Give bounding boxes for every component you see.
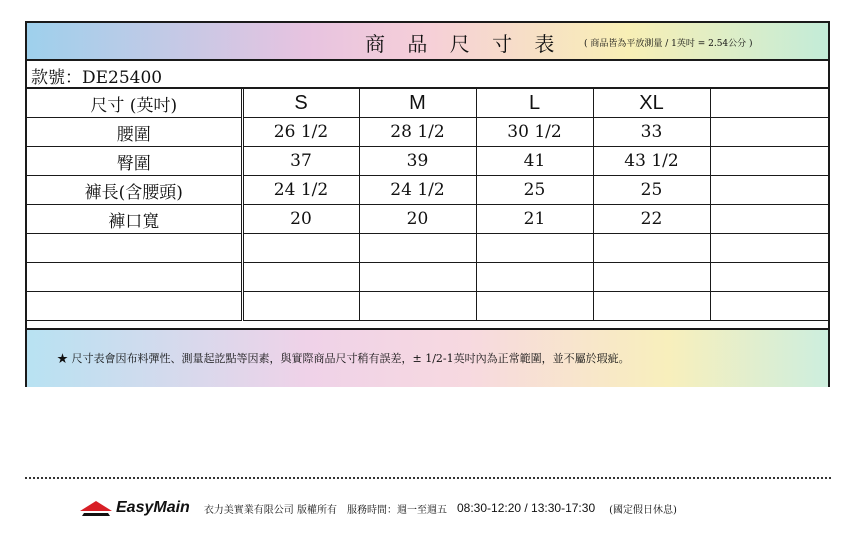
table-cell	[593, 263, 710, 292]
table-cell: 24 1/2	[242, 176, 359, 205]
service-hours-label: 服務時間：週一至週五	[347, 504, 447, 516]
size-chart	[25, 21, 830, 387]
table-row	[27, 205, 828, 234]
disclaimer-text: ★ 尺寸表會因布料彈性、測量起訖點等因素，與實際商品尺寸稍有誤差，± 1/2-1英吋內為正常範圍，並不屬於瑕疵。	[57, 352, 630, 365]
size-m: M	[359, 89, 476, 118]
measurement-note: ( 商品皆為平放測量 / 1英吋 = 2.54公分 )	[584, 39, 753, 49]
table-cell	[476, 292, 593, 321]
table-cell: 43 1/2	[593, 147, 710, 176]
table-cell	[242, 263, 359, 292]
size-xl: XL	[593, 89, 710, 118]
size-extra	[710, 89, 828, 118]
table-cell	[242, 234, 359, 263]
table-cell: 26 1/2	[242, 118, 359, 147]
table-cell: 39	[359, 147, 476, 176]
model-row	[27, 59, 828, 89]
company-name: 衣力美實業有限公司 版權所有	[203, 504, 337, 516]
table-row	[27, 263, 828, 292]
table-row	[27, 118, 828, 147]
model-number: 款號：DE25400	[31, 68, 163, 88]
table-cell: 25	[476, 176, 593, 205]
table-row	[27, 147, 828, 176]
table-row	[27, 176, 828, 205]
table-cell	[593, 234, 710, 263]
size-table	[27, 89, 828, 321]
table-cell	[710, 234, 828, 263]
chart-header	[27, 23, 828, 61]
table-cell	[242, 292, 359, 321]
table-cell: 30 1/2	[476, 118, 593, 147]
table-cell: 21	[476, 205, 593, 234]
table-cell: 25	[593, 176, 710, 205]
brand-logo: EasyMain	[116, 499, 190, 516]
mountain-logo-icon	[80, 499, 112, 517]
disclaimer-band	[27, 328, 828, 387]
row-label	[27, 263, 242, 292]
table-cell: 41	[476, 147, 593, 176]
table-cell	[359, 234, 476, 263]
row-label	[27, 292, 242, 321]
table-cell: 37	[242, 147, 359, 176]
table-row	[27, 234, 828, 263]
row-label: 臀圍	[27, 147, 242, 176]
table-cell	[710, 147, 828, 176]
table-cell	[710, 263, 828, 292]
table-cell: 22	[593, 205, 710, 234]
row-label: 腰圍	[27, 118, 242, 147]
table-cell	[710, 176, 828, 205]
table-header-row	[27, 89, 828, 118]
dotted-divider	[25, 477, 831, 479]
chart-title: 商 品 尺 寸 表	[365, 32, 563, 56]
table-cell: 33	[593, 118, 710, 147]
table-cell: 28 1/2	[359, 118, 476, 147]
table-cell: 20	[359, 205, 476, 234]
row-label: 褲長(含腰頭)	[27, 176, 242, 205]
table-cell	[710, 292, 828, 321]
company-footer	[80, 497, 687, 519]
service-hours: 08:30-12:20 / 13:30-17:30	[457, 501, 596, 515]
table-cell	[359, 292, 476, 321]
row-label	[27, 234, 242, 263]
row-label: 褲口寬	[27, 205, 242, 234]
size-l: L	[476, 89, 593, 118]
table-cell	[710, 118, 828, 147]
table-cell: 20	[242, 205, 359, 234]
table-cell	[710, 205, 828, 234]
table-cell	[593, 292, 710, 321]
table-row	[27, 292, 828, 321]
table-cell	[359, 263, 476, 292]
table-cell	[476, 263, 593, 292]
holiday-note: (國定假日休息)	[609, 504, 677, 516]
table-cell	[476, 234, 593, 263]
size-s: S	[242, 89, 359, 118]
size-unit-label: 尺寸 (英吋)	[27, 89, 242, 118]
table-cell: 24 1/2	[359, 176, 476, 205]
